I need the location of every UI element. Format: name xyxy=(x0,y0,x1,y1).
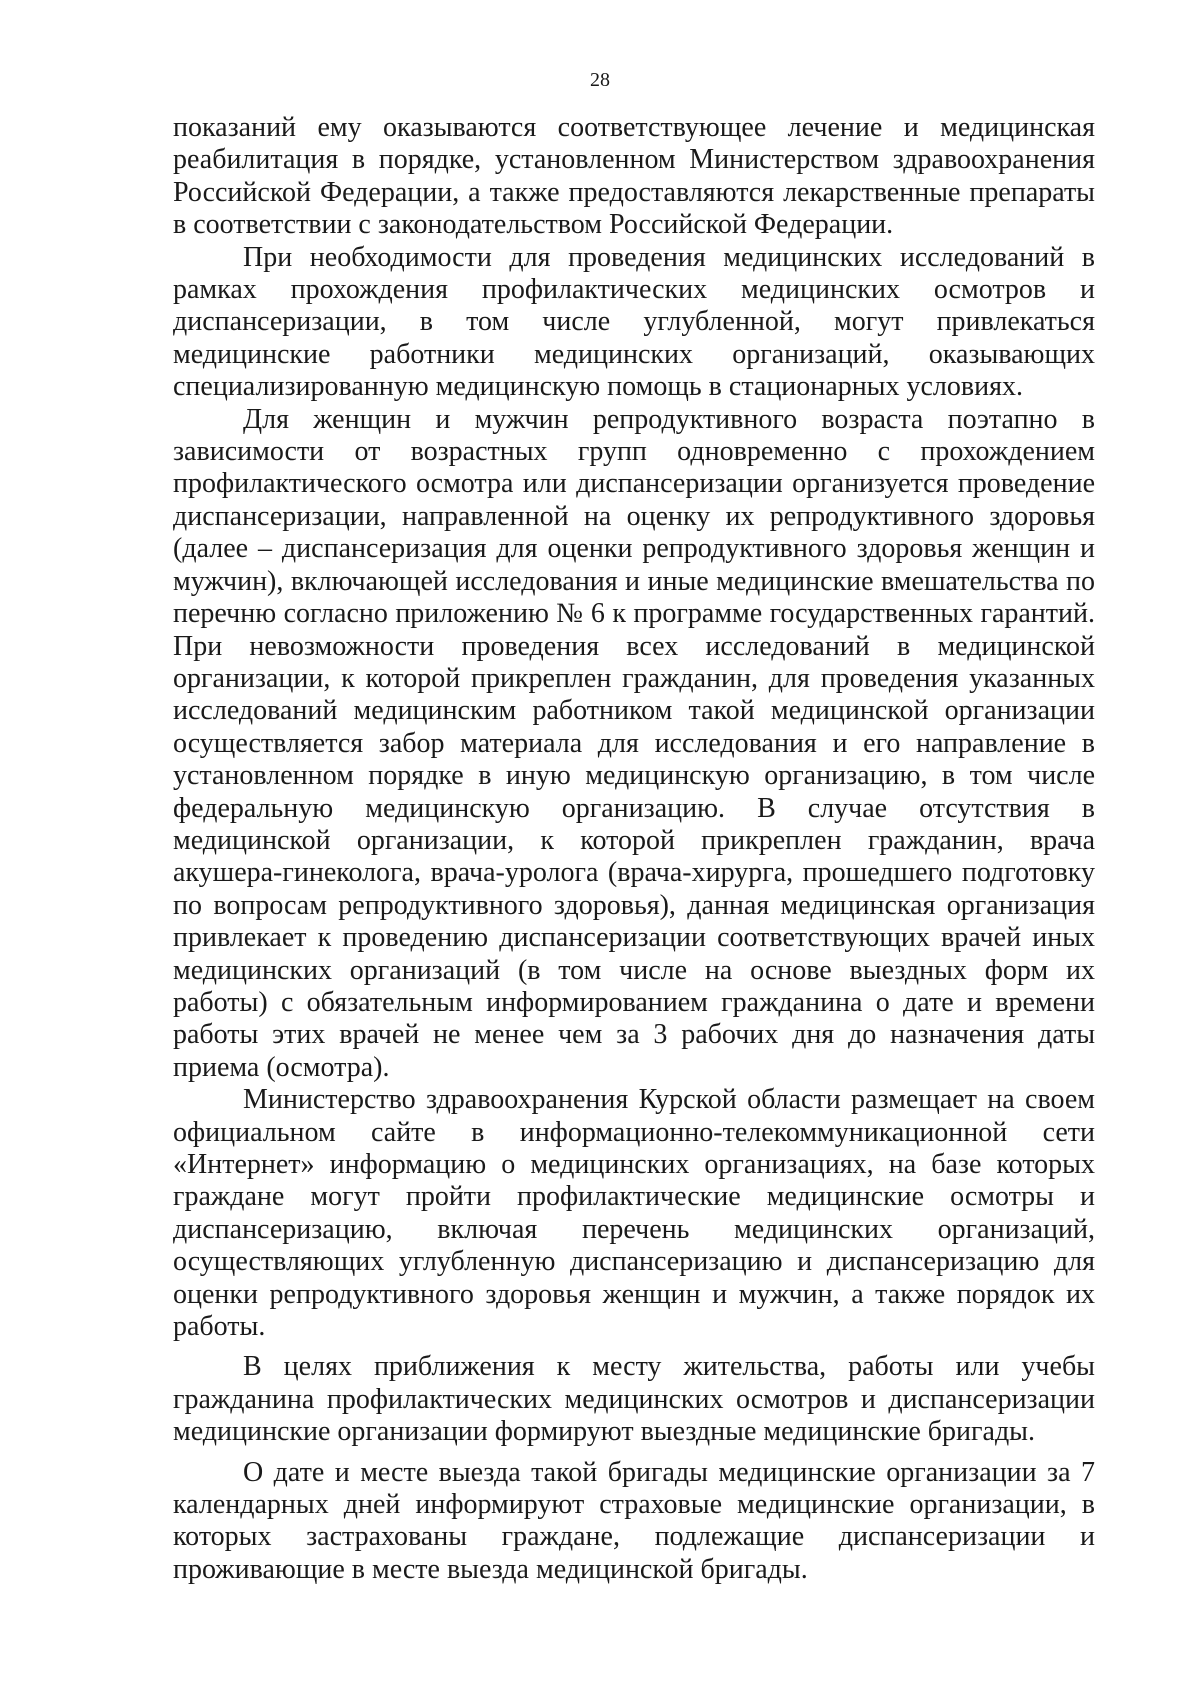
paragraph-mobile-teams: В целях приближения к месту жительства, работы или учебы гражданина профилактических медицинских осмотров и диспансеризации медицинские организации формируют выездные медицинские бригады. xyxy=(173,1351,1095,1448)
paragraph-continuation: показаний ему оказываются соответствующее лечение и медицинская реабилитация в порядке, установленном Министерством здравоохранения Российской Федерации, а также предоставляются лекарственные препараты в соответствии с законодательством Российской Федерации. xyxy=(173,112,1095,241)
paragraph-reproductive-health-screening: Для женщин и мужчин репродуктивного возраста поэтапно в зависимости от возрастных групп одновременно с прохождением профилактического осмотра или диспансеризации организуется проведение диспансеризации, направленной на оценку их репродуктивного здоровья (далее – диспансеризация для оценки репродуктивного здоровья женщин и мужчин), включающей исследования и иные медицинские вмешательства по перечню согласно приложению № 6 к программе государственных гарантий. При невозможности проведения всех исследований в медицинской организации, к которой прикреплен гражданин, для проведения указанных исследований медицинским работником такой медицинской организации осуществляется забор материала для исследования и его направление в установленном порядке в иную медицинскую организацию, в том числе федеральную медицинскую организацию. В случае отсутствия в медицинской организации, к которой прикреплен гражданин, врача акушера-гинеколога, врача-уролога (врача-хирурга, прошедшего подготовку по вопросам репродуктивного здоровья), данная медицинская организация привлекает к проведению диспансеризации соответствующих врачей иных медицинских организаций (в том числе на основе выездных форм их работы) с обязательным информированием гражданина о дате и времени работы этих врачей не менее чем за 3 рабочих дня до назначения даты приема (осмотра). xyxy=(173,403,1095,1083)
document-body xyxy=(173,112,1095,1586)
paragraph-medical-research-staff: При необходимости для проведения медицинских исследований в рамках прохождения профилактических медицинских осмотров и диспансеризации, в том числе углубленной, могут привлекаться медицинские работники медицинских организаций, оказывающих специализированную медицинскую помощь в стационарных условиях. xyxy=(173,241,1095,403)
page-number: 28 xyxy=(590,69,610,91)
paragraph-ministry-website-info: Министерство здравоохранения Курской области размещает на своем официальном сайте в информационно-телекоммуникационной сети «Интернет» информацию о медицинских организациях, на базе которых граждане могут пройти профилактические медицинские осмотры и диспансеризацию, включая перечень медицинских организаций, осуществляющих углубленную диспансеризацию и диспансеризацию для оценки репродуктивного здоровья женщин и мужчин, а также порядок их работы. xyxy=(173,1084,1095,1343)
paragraph-team-visit-notice: О дате и месте выезда такой бригады медицинские организации за 7 календарных дней информируют страховые медицинские организации, в которых застрахованы граждане, подлежащие диспансеризации и проживающие в месте выезда медицинской бригады. xyxy=(173,1456,1095,1585)
